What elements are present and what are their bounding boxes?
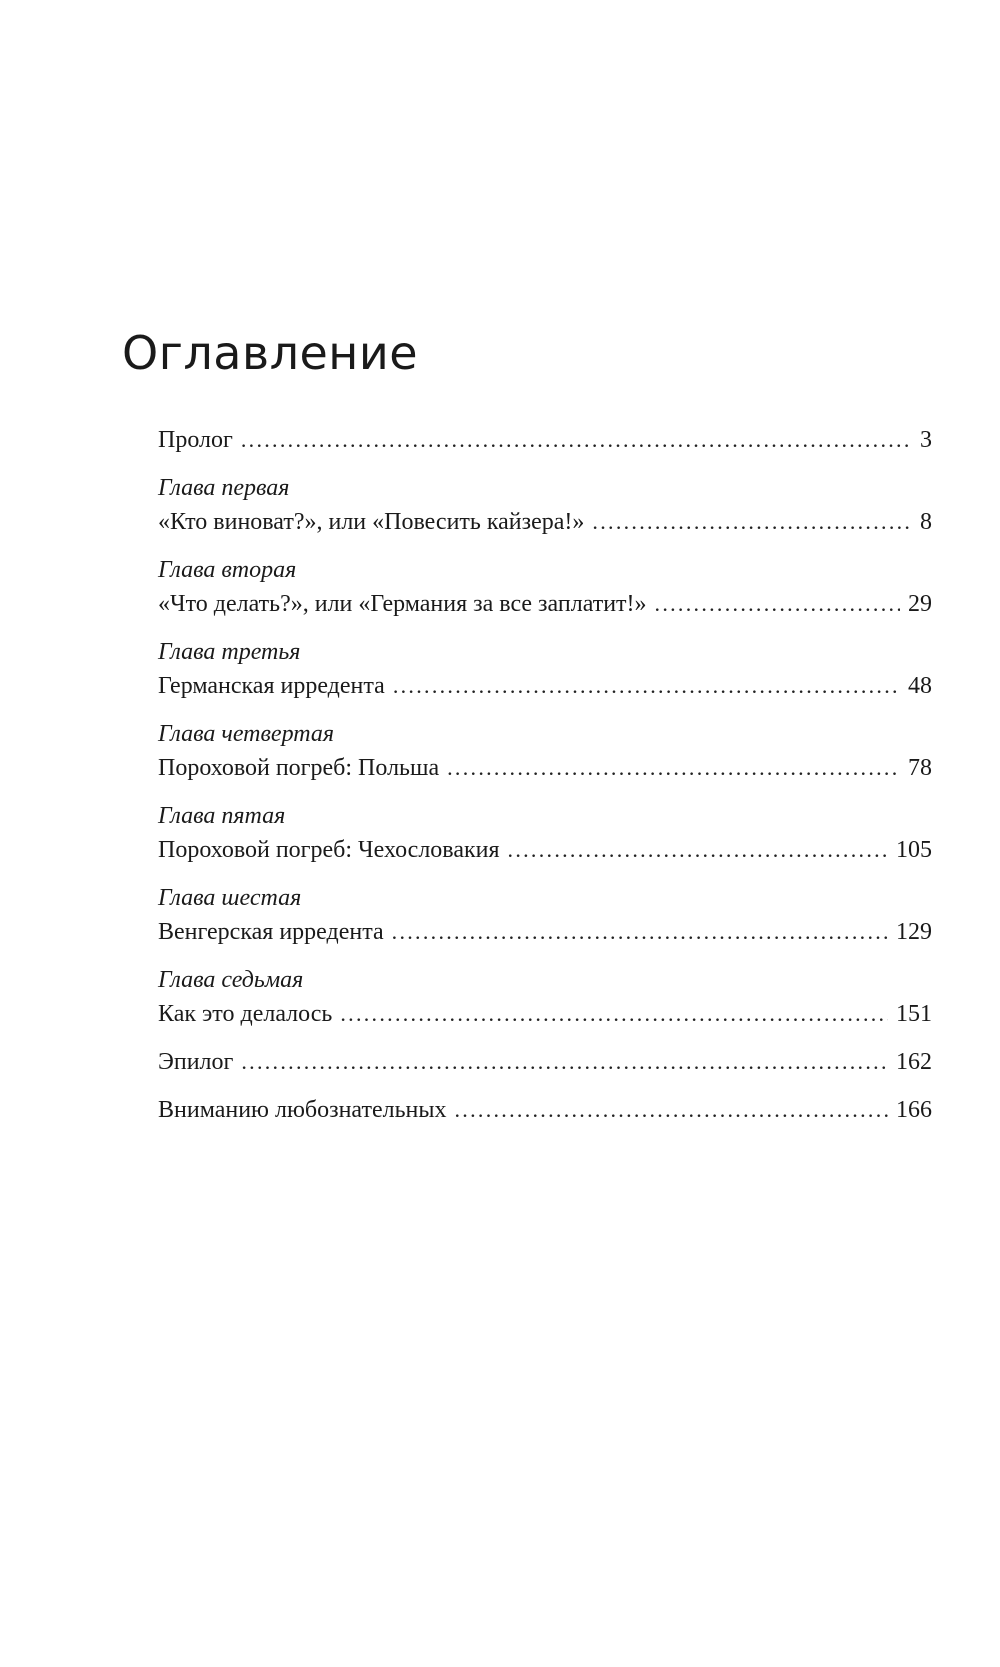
dot-leader [508,833,888,867]
dot-leader [393,669,900,703]
chapter-label: Глава шестая [158,885,302,911]
table-of-contents [158,423,932,1141]
toc-entry-appendix[interactable] [158,1093,932,1127]
toc-entry-prologue[interactable] [158,423,932,457]
toc-entry-title: Как это делалось [158,1001,333,1027]
toc-entry-chapter-1[interactable] [158,471,932,539]
chapter-label: Глава четвертая [158,721,335,747]
dot-leader [592,505,912,539]
chapter-label: Глава вторая [158,557,297,583]
toc-line [158,997,932,1031]
toc-line [158,915,932,949]
toc-page-number: 78 [908,755,932,781]
toc-page-number: 129 [896,919,932,945]
toc-line [158,1093,932,1127]
toc-page-number: 166 [896,1097,932,1123]
toc-entry-chapter-7[interactable] [158,963,932,1031]
dot-leader [655,587,900,621]
dot-leader [455,1093,889,1127]
toc-entry-title: Германская ирредента [158,673,385,699]
toc-page-number: 162 [896,1049,932,1075]
toc-page-number: 3 [920,427,932,453]
toc-page-number: 8 [920,509,932,535]
toc-page-number: 151 [896,1001,932,1027]
toc-entry-chapter-4[interactable] [158,717,932,785]
toc-page-number: 48 [908,673,932,699]
dot-leader [340,997,888,1031]
chapter-label: Глава первая [158,475,290,501]
toc-entry-epilogue[interactable] [158,1045,932,1079]
dot-leader [447,751,900,785]
page-title: Оглавление [122,326,419,380]
toc-line [158,833,932,867]
chapter-label: Глава пятая [158,803,286,829]
toc-page-number: 105 [896,837,932,863]
toc-entry-title: Вниманию любознательных [158,1097,447,1123]
toc-line [158,423,932,457]
toc-line [158,587,932,621]
chapter-label: Глава третья [158,639,301,665]
chapter-label: Глава седьмая [158,967,304,993]
toc-line [158,751,932,785]
toc-line [158,505,932,539]
toc-entry-chapter-6[interactable] [158,881,932,949]
toc-entry-title: «Кто виноват?», или «Повесить кайзера!» [158,509,585,535]
toc-line [158,1045,932,1079]
toc-page-number: 29 [908,591,932,617]
dot-leader [241,423,912,457]
toc-entry-chapter-3[interactable] [158,635,932,703]
toc-entry-title: Пороховой погреб: Польша [158,755,440,781]
toc-entry-chapter-5[interactable] [158,799,932,867]
toc-line [158,669,932,703]
dot-leader [392,915,888,949]
toc-entry-title: «Что делать?», или «Германия за все заплатит!» [158,591,647,617]
toc-entry-title: Пороховой погреб: Чехословакия [158,837,500,863]
toc-entry-chapter-2[interactable] [158,553,932,621]
dot-leader [241,1045,888,1079]
toc-entry-title: Пролог [158,427,233,453]
toc-entry-title: Эпилог [158,1049,234,1075]
toc-entry-title: Венгерская ирредента [158,919,384,945]
